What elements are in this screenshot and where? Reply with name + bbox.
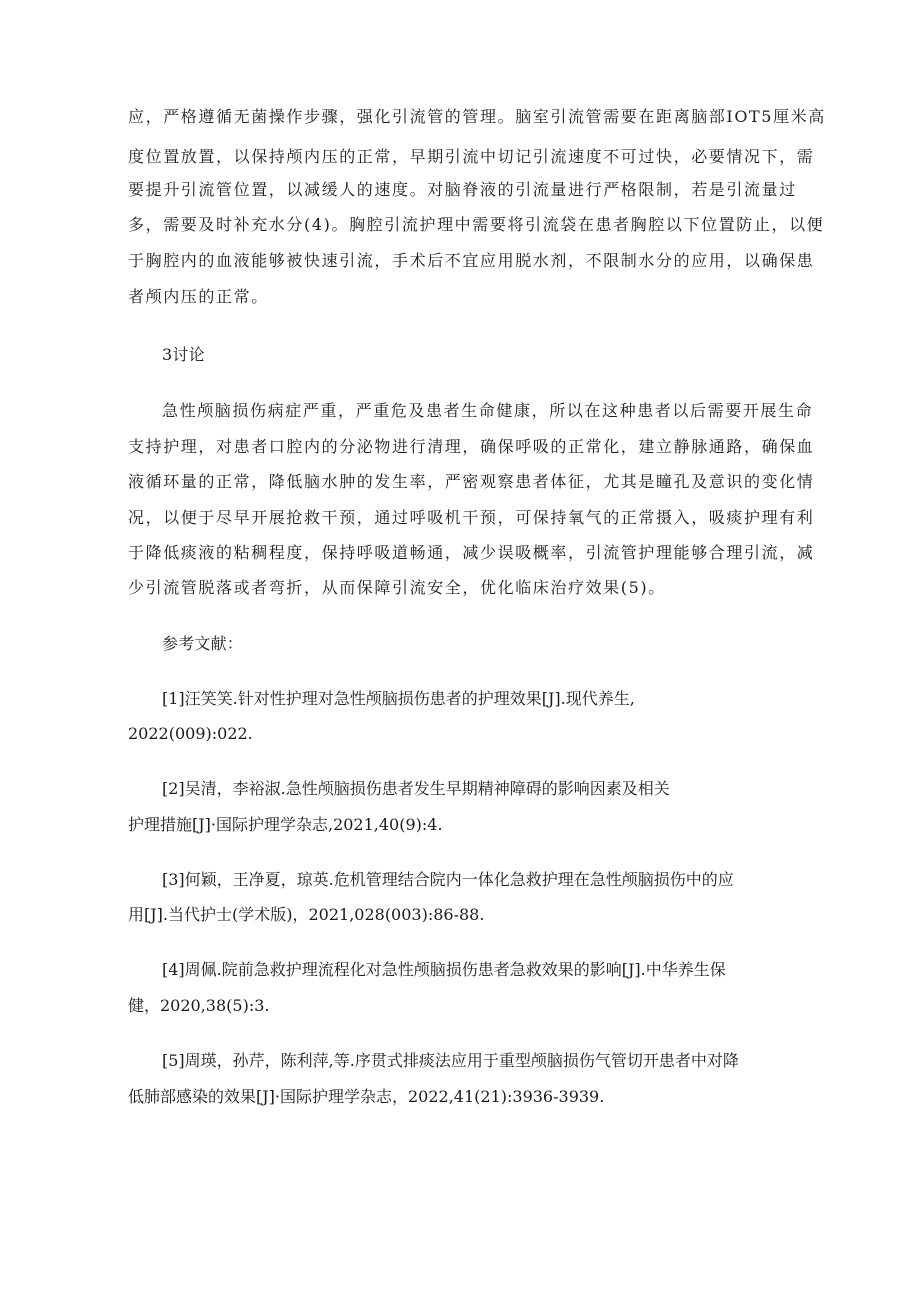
- reference-item-3: [3]何颖，王净夏，琼英.危机管理结合院内一体化急救护理在急性颅脑损伤中的应: [162, 870, 734, 889]
- reference-item-4: [4]周佩.院前急救护理流程化对急性颅脑损伤患者急救效果的影响[J].中华养生保: [162, 960, 726, 979]
- body-line: 者颅内压的正常。: [128, 287, 269, 306]
- section-heading-discussion: 3讨论: [162, 345, 205, 364]
- body-line: 度位置放置，以保持颅内压的正常，早期引流中切记引流速度不可过快，必要情况下，需: [128, 147, 815, 166]
- reference-item-1: [1]汪笑笑.针对性护理对急性颅脑损伤患者的护理效果[J].现代养生,: [162, 689, 635, 708]
- reference-item-5-cont: 低肺部感染的效果[J]·国际护理学杂志，2022,41(21):3936-3939.: [128, 1087, 605, 1106]
- reference-item-1-cont: 2022(009):022.: [128, 724, 253, 743]
- discussion-line: 少引流管脱落或者弯折，从而保障引流安全，优化临床治疗效果(5)。: [128, 578, 666, 597]
- reference-item-5: [5]周瑛，孙芹，陈利萍,等.序贯式排痰法应用于重型颅脑损伤气管切开患者中对降: [162, 1051, 739, 1070]
- reference-item-3-cont: 用[J].当代护士(学术版)，2021,028(003):86-88.: [128, 905, 485, 924]
- reference-item-4-cont: 健，2020,38(5):3.: [128, 996, 270, 1015]
- discussion-line: 支持护理，对患者口腔内的分泌物进行清理，确保呼吸的正常化，建立静脉通路，确保血: [128, 437, 815, 456]
- discussion-line: 况，以便于尽早开展抢救干预，通过呼吸机干预，可保持氧气的正常摄入，吸痰护理有利: [128, 508, 815, 527]
- discussion-line: 于降低痰液的粘稠程度，保持呼吸道畅通，减少误吸概率，引流管护理能够合理引流，减: [128, 543, 815, 562]
- references-heading: 参考文献：: [162, 634, 244, 653]
- body-line: 应，严格遵循无菌操作步骤，强化引流管的管理。脑室引流管需要在距离脑部IOT5厘米高: [128, 107, 826, 126]
- discussion-line: 急性颅脑损伤病症严重，严重危及患者生命健康，所以在这种患者以后需要开展生命: [162, 401, 814, 420]
- body-line: 多，需要及时补充水分(4)。胸腔引流护理中需要将引流袋在患者胸腔以下位置防止，以便: [128, 215, 825, 234]
- body-line: 于胸腔内的血液能够被快速引流，手术后不宜应用脱水剂，不限制水分的应用，以确保患: [128, 251, 815, 270]
- body-line: 要提升引流管位置，以减缓人的速度。对脑脊液的引流量进行严格限制，若是引流量过: [128, 180, 797, 199]
- reference-item-2-cont: 护理措施[J]·国际护理学杂志,2021,40(9):4.: [128, 815, 443, 834]
- discussion-line: 液循环量的正常，降低脑水肿的发生率，严密观察患者体征，尤其是瞳孔及意识的变化情: [128, 472, 815, 491]
- reference-item-2: [2]吴清，李裕淑.急性颅脑损伤患者发生早期精神障碍的影响因素及相关: [162, 779, 670, 798]
